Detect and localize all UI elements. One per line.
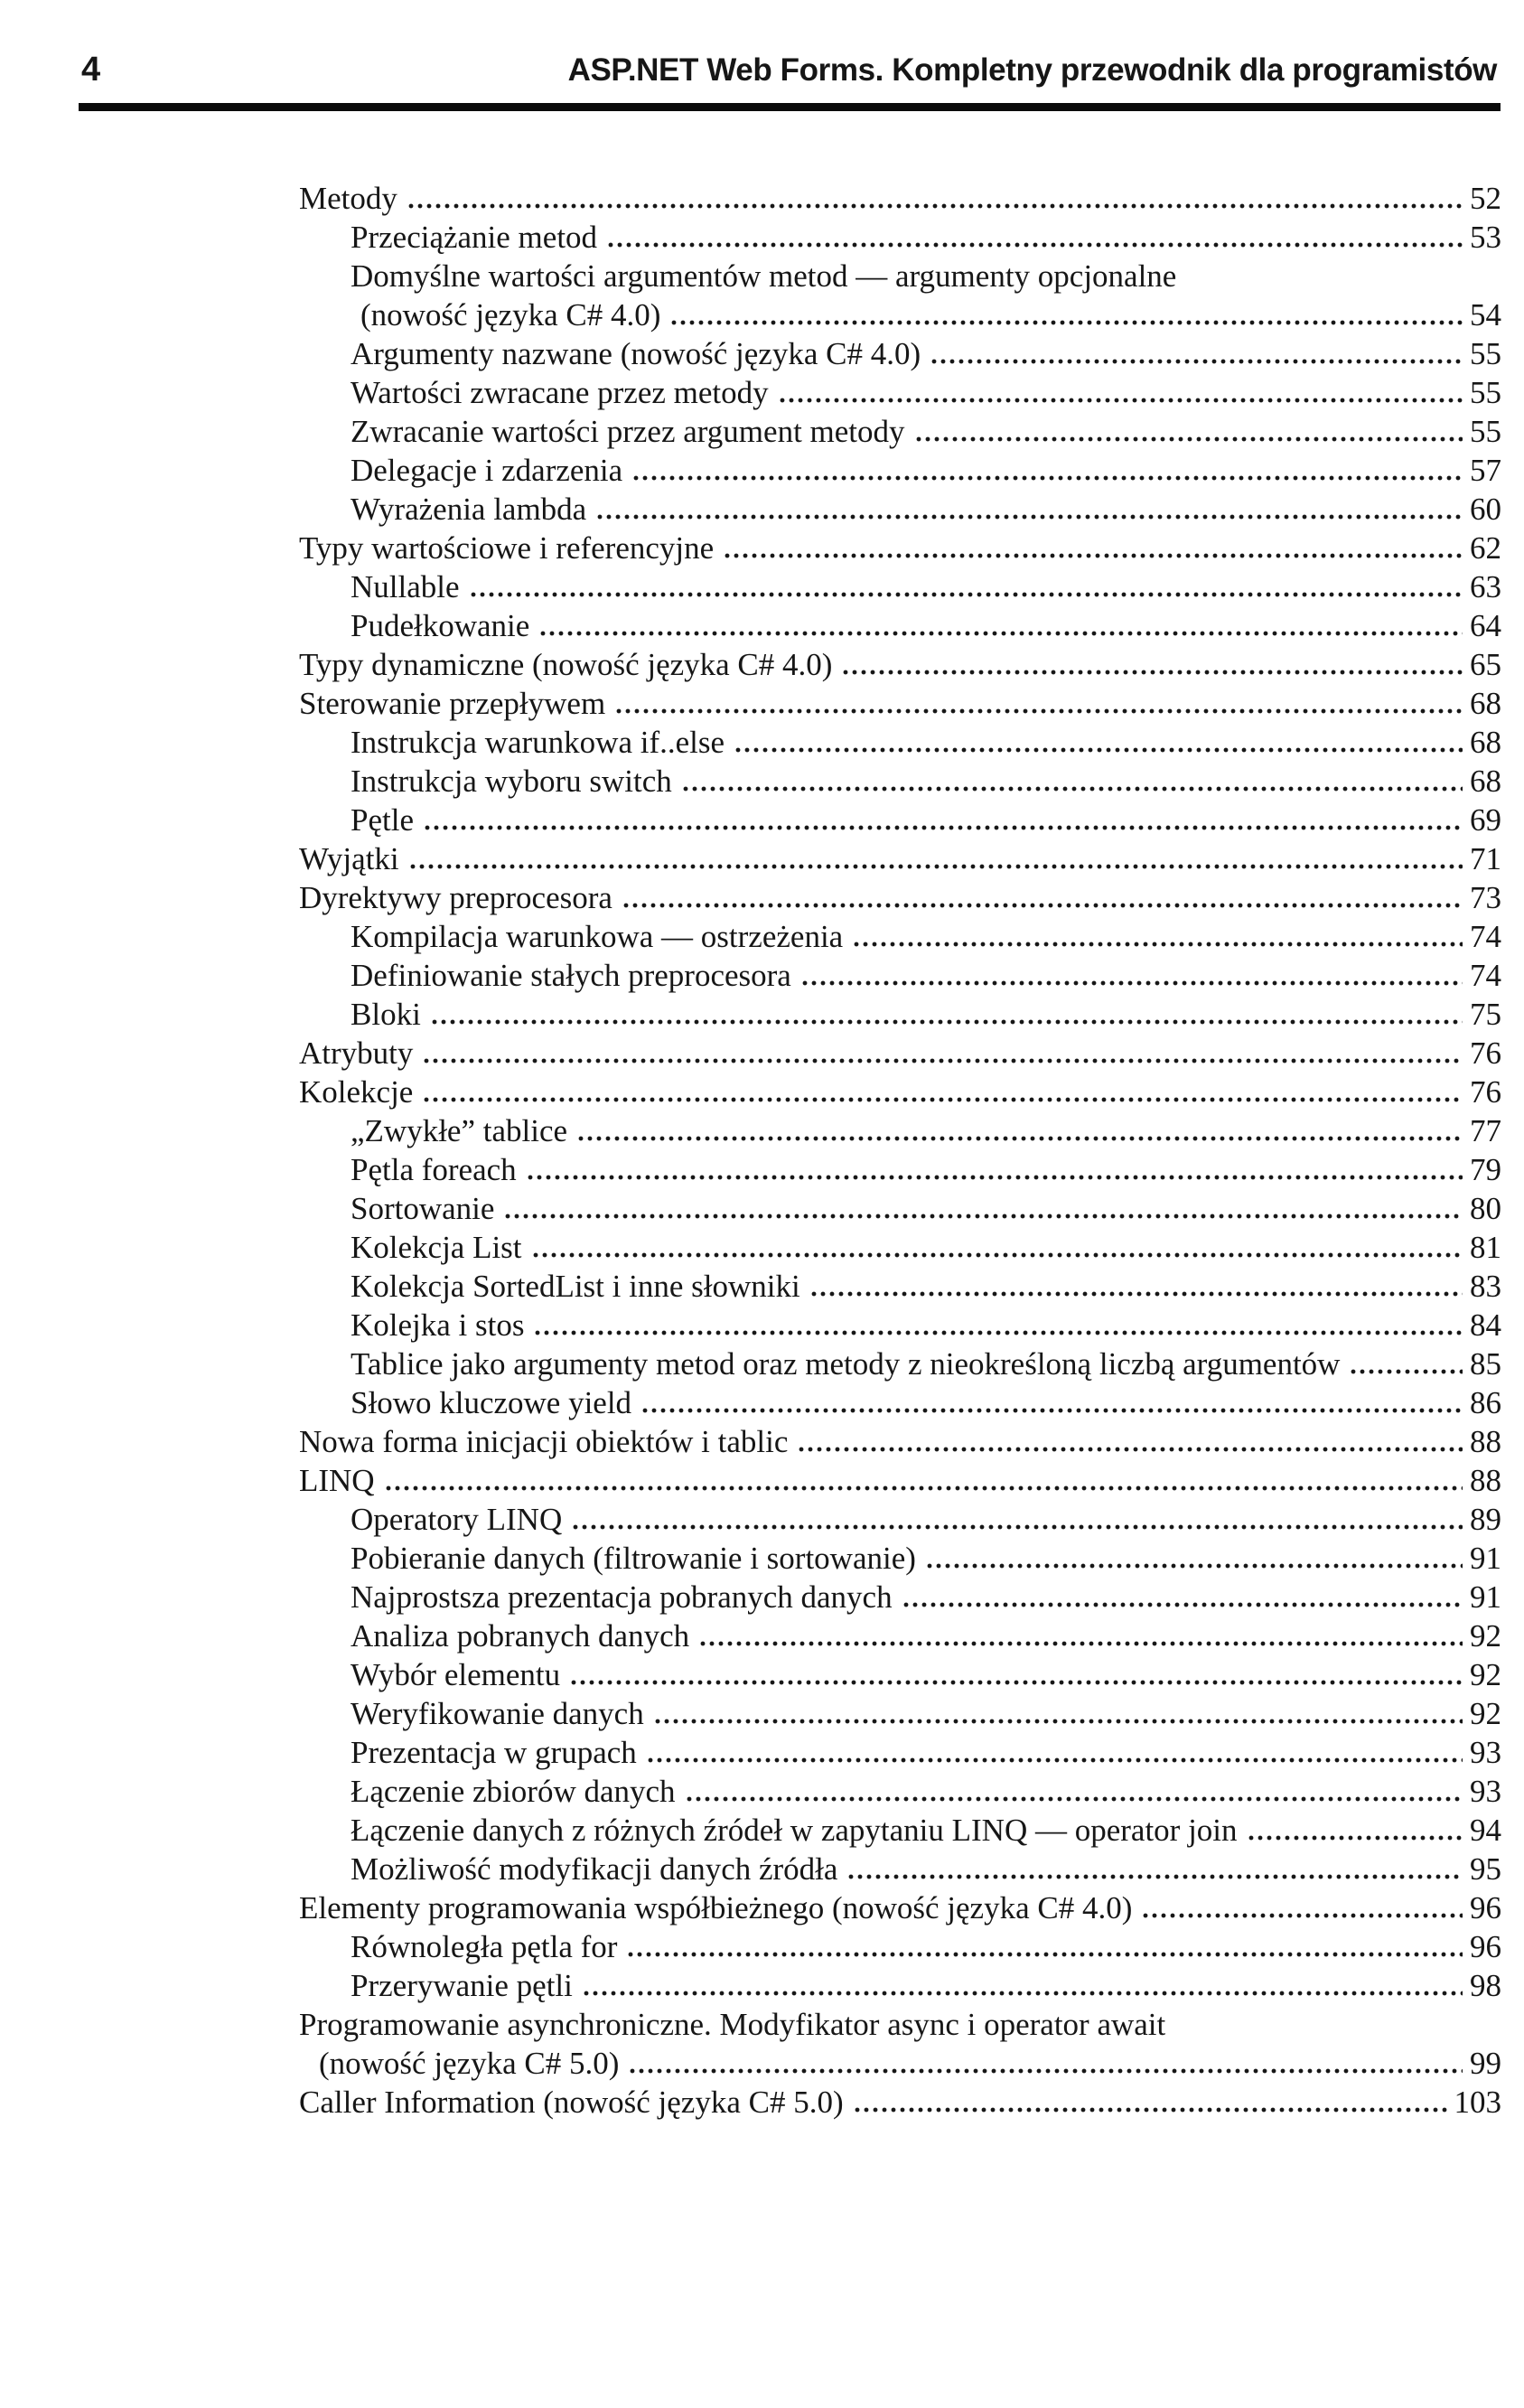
dotted-leader — [853, 2107, 1447, 2113]
toc-row — [299, 762, 1501, 801]
toc-row — [299, 1383, 1501, 1422]
toc-entry-title: Przeciążanie metod — [351, 220, 598, 255]
toc-row — [299, 1850, 1501, 1888]
toc-page-number: 92 — [1470, 1696, 1501, 1731]
dotted-leader — [533, 1330, 1463, 1335]
toc-entry-title: Przerywanie pętli — [351, 1968, 573, 2003]
toc-row — [299, 295, 1501, 334]
toc-row — [299, 801, 1501, 839]
toc-row — [299, 995, 1501, 1034]
toc-entry-title: Programowanie asynchroniczne. Modyfikator async i operator await — [299, 2007, 1166, 2042]
dotted-leader — [614, 708, 1463, 714]
dotted-leader — [841, 670, 1463, 675]
toc-row — [299, 1578, 1501, 1616]
toc-entry-title: Instrukcja warunkowa if..else — [351, 725, 725, 760]
toc-entry-title: „Zwykłe” tablice — [351, 1113, 568, 1148]
toc-page-number: 74 — [1470, 958, 1501, 993]
dotted-leader — [606, 242, 1463, 248]
toc-row — [299, 1500, 1501, 1539]
toc-page-number: 64 — [1470, 608, 1501, 643]
toc-page-number: 71 — [1470, 841, 1501, 876]
toc-page-number: 69 — [1470, 802, 1501, 838]
dotted-leader — [797, 1447, 1463, 1452]
dotted-leader — [582, 1991, 1463, 1996]
toc-row — [299, 917, 1501, 956]
header-rule — [79, 103, 1501, 111]
toc-page-number: 91 — [1470, 1579, 1501, 1615]
toc-row — [299, 1189, 1501, 1228]
toc-page-number: 63 — [1470, 569, 1501, 604]
toc-page-number: 99 — [1470, 2046, 1501, 2081]
toc-row — [299, 839, 1501, 878]
toc-row — [299, 1461, 1501, 1500]
toc-page-number: 80 — [1470, 1191, 1501, 1226]
toc-list — [299, 179, 1501, 2122]
toc-entry-title: Nowa forma inicjacji obiektów i tablic — [299, 1424, 789, 1459]
toc-entry-title: Definiowanie stałych preprocesora — [351, 958, 791, 993]
toc-page-number: 96 — [1470, 1890, 1501, 1925]
toc-entry-title: Weryfikowanie danych — [351, 1696, 644, 1731]
toc-entry-title: Nullable — [351, 569, 460, 604]
toc-row — [299, 1733, 1501, 1772]
toc-page-number: 84 — [1470, 1307, 1501, 1343]
dotted-leader — [526, 1175, 1463, 1180]
toc-row — [299, 1422, 1501, 1461]
toc-row — [299, 1073, 1501, 1111]
toc-entry-title: Kompilacja warunkowa — ostrzeżenia — [351, 919, 844, 954]
toc-row — [299, 1150, 1501, 1189]
toc-entry-title: Dyrektywy preprocesora — [299, 880, 612, 915]
toc-entry-title: Wyrażenia lambda — [351, 492, 587, 527]
dotted-leader — [622, 903, 1463, 908]
toc-entry-title: Wyjątki — [299, 841, 399, 876]
toc-page-number: 68 — [1470, 764, 1501, 799]
toc-row — [299, 878, 1501, 917]
dotted-leader — [595, 514, 1463, 520]
dotted-leader — [1141, 1913, 1463, 1918]
toc-entry-title: Sterowanie przepływem — [299, 686, 606, 721]
toc-row — [299, 179, 1501, 218]
toc-page-number: 52 — [1470, 181, 1501, 216]
dotted-leader — [640, 1408, 1463, 1413]
toc-page-number: 60 — [1470, 492, 1501, 527]
toc-row — [299, 684, 1501, 723]
toc-row — [299, 529, 1501, 567]
dotted-leader — [430, 1019, 1463, 1025]
toc-row — [299, 1228, 1501, 1267]
toc-entry-title: Pobieranie danych (filtrowanie i sortowanie) — [351, 1541, 916, 1576]
toc-row — [299, 1888, 1501, 1927]
toc-row — [299, 567, 1501, 606]
dotted-leader — [698, 1641, 1463, 1646]
toc-page-number: 88 — [1470, 1463, 1501, 1498]
toc-row — [299, 1111, 1501, 1150]
toc-entry-title: Operatory LINQ — [351, 1502, 563, 1537]
toc-entry-title: Argumenty nazwane (nowość języka C# 4.0) — [351, 336, 921, 371]
toc-page-number: 68 — [1470, 725, 1501, 760]
dotted-leader — [809, 1291, 1463, 1297]
toc-entry-title: Kolekcja SortedList i inne słowniki — [351, 1269, 800, 1304]
dotted-leader — [653, 1719, 1463, 1724]
toc-entry-title: Elementy programowania współbieżnego (nowość języka C# 4.0) — [299, 1890, 1133, 1925]
toc-entry-title: Kolekcja List — [351, 1230, 522, 1265]
toc-row — [299, 1345, 1501, 1383]
toc-page-number: 81 — [1470, 1230, 1501, 1265]
toc-page-number: 62 — [1470, 530, 1501, 566]
dotted-leader — [646, 1757, 1463, 1763]
toc-entry-title: Metody — [299, 181, 397, 216]
toc-entry-title: Bloki — [351, 997, 421, 1032]
toc-page-number: 74 — [1470, 919, 1501, 954]
toc-row — [299, 1694, 1501, 1733]
toc-page-number: 89 — [1470, 1502, 1501, 1537]
toc-page-number: 85 — [1470, 1346, 1501, 1382]
toc-row — [299, 723, 1501, 762]
toc-row — [299, 373, 1501, 412]
dotted-leader — [1349, 1369, 1463, 1374]
toc-page-number: 92 — [1470, 1618, 1501, 1654]
dotted-leader — [846, 1874, 1463, 1879]
toc-row — [299, 606, 1501, 645]
toc-entry-title: Atrybuty — [299, 1035, 414, 1071]
toc-page-number: 76 — [1470, 1035, 1501, 1071]
dotted-leader — [531, 1252, 1463, 1258]
dotted-leader — [422, 1058, 1463, 1063]
toc-page-number: 93 — [1470, 1735, 1501, 1770]
dotted-leader — [902, 1602, 1463, 1607]
toc-entry-title: Typy wartościowe i referencyjne — [299, 530, 715, 566]
toc-page-number: 75 — [1470, 997, 1501, 1032]
dotted-leader — [628, 2068, 1463, 2074]
dotted-leader — [407, 203, 1463, 209]
dotted-leader — [914, 436, 1463, 442]
toc-page-number: 57 — [1470, 453, 1501, 488]
dotted-leader — [503, 1213, 1463, 1219]
toc-row — [299, 1539, 1501, 1578]
toc-page-number: 55 — [1470, 336, 1501, 371]
toc-entry-title: Zwracanie wartości przez argument metody — [351, 414, 905, 449]
toc-page-number: 54 — [1470, 297, 1501, 333]
dotted-leader — [423, 825, 1463, 830]
toc-row — [299, 1267, 1501, 1306]
toc-entry-title: Wartości zwracane przez metody — [351, 375, 769, 410]
toc-entry-title: Delegacje i zdarzenia — [351, 453, 623, 488]
toc-page-number: 91 — [1470, 1541, 1501, 1576]
toc-entry-title: Słowo kluczowe yield — [351, 1385, 632, 1420]
toc-row — [299, 1616, 1501, 1655]
toc-page-number: 83 — [1470, 1269, 1501, 1304]
toc-page-number: 76 — [1470, 1074, 1501, 1110]
toc-page-number: 98 — [1470, 1968, 1501, 2003]
toc-page-number: 86 — [1470, 1385, 1501, 1420]
toc-row — [299, 334, 1501, 373]
toc-entry-title: Tablice jako argumenty metod oraz metody z nieokreśloną liczbą argumentów — [351, 1346, 1341, 1382]
toc-row — [299, 412, 1501, 451]
toc-entry-title: Kolejka i stos — [351, 1307, 525, 1343]
toc-entry-title: Analiza pobranych danych — [351, 1618, 690, 1654]
toc-row — [299, 645, 1501, 684]
toc-row — [299, 257, 1501, 295]
toc-entry-title: Równoległa pętla for — [351, 1929, 618, 1964]
page-header — [81, 51, 1497, 89]
toc-entry-title: LINQ — [299, 1463, 375, 1498]
dotted-leader — [571, 1524, 1463, 1530]
toc-row — [299, 1034, 1501, 1073]
toc-entry-title: Sortowanie — [351, 1191, 495, 1226]
dotted-leader — [626, 1952, 1463, 1957]
header-book-title: ASP.NET Web Forms. Kompletny przewodnik dla programistów — [567, 52, 1497, 88]
dotted-leader — [800, 980, 1463, 986]
dotted-leader — [734, 747, 1463, 753]
dotted-leader — [778, 398, 1463, 403]
toc-entry-title: Pudełkowanie — [351, 608, 530, 643]
dotted-leader — [852, 942, 1463, 947]
dotted-leader — [930, 359, 1463, 364]
toc-page-number: 73 — [1470, 880, 1501, 915]
toc-row — [299, 451, 1501, 490]
toc-page-number: 92 — [1470, 1657, 1501, 1692]
toc-page-number: 65 — [1470, 647, 1501, 682]
toc-entry-title: Caller Information (nowość języka C# 5.0) — [299, 2085, 844, 2120]
dotted-leader — [576, 1136, 1463, 1141]
dotted-leader — [538, 631, 1463, 636]
toc-row — [299, 1966, 1501, 2005]
toc-entry-title: Prezentacja w grupach — [351, 1735, 637, 1770]
toc-page-number: 93 — [1470, 1774, 1501, 1809]
toc-row — [299, 2005, 1501, 2044]
toc-entry-title: Łączenie zbiorów danych — [351, 1774, 676, 1809]
toc-page-number: 103 — [1454, 2085, 1501, 2120]
toc-page-number: 94 — [1470, 1813, 1501, 1848]
toc-page-number: 79 — [1470, 1152, 1501, 1187]
toc-row — [299, 956, 1501, 995]
toc-entry-title: Wybór elementu — [351, 1657, 561, 1692]
toc-entry-title: Najprostsza prezentacja pobranych danych — [351, 1579, 893, 1615]
dotted-leader — [681, 786, 1463, 792]
dotted-leader — [422, 1097, 1463, 1102]
toc-entry-title: (nowość języka C# 5.0) — [319, 2046, 620, 2081]
toc-entry-title: (nowość języka C# 4.0) — [360, 297, 661, 333]
toc-row — [299, 490, 1501, 529]
toc-page-number: 95 — [1470, 1851, 1501, 1887]
toc-page-number: 55 — [1470, 375, 1501, 410]
dotted-leader — [685, 1796, 1463, 1802]
dotted-leader — [408, 864, 1463, 869]
header-page-number: 4 — [81, 51, 101, 89]
dotted-leader — [631, 475, 1463, 481]
toc-entry-title: Domyślne wartości argumentów metod — argumenty opcjonalne — [351, 258, 1177, 294]
toc-row — [299, 1927, 1501, 1966]
toc-entry-title: Typy dynamiczne (nowość języka C# 4.0) — [299, 647, 833, 682]
toc-entry-title: Pętla foreach — [351, 1152, 517, 1187]
toc-row — [299, 1306, 1501, 1345]
toc-page-number: 55 — [1470, 414, 1501, 449]
toc-page-number: 53 — [1470, 220, 1501, 255]
toc-row — [299, 1811, 1501, 1850]
toc-entry-title: Łączenie danych z różnych źródeł w zapytaniu LINQ — operator join — [351, 1813, 1238, 1848]
dotted-leader — [925, 1563, 1463, 1569]
dotted-leader — [669, 320, 1463, 325]
toc-page-number: 88 — [1470, 1424, 1501, 1459]
toc-row — [299, 2083, 1501, 2122]
toc-page-number: 68 — [1470, 686, 1501, 721]
dotted-leader — [384, 1485, 1463, 1491]
toc-entry-title: Kolekcje — [299, 1074, 414, 1110]
dotted-leader — [723, 553, 1463, 558]
toc-row — [299, 2044, 1501, 2083]
dotted-leader — [469, 592, 1463, 597]
toc-row — [299, 1655, 1501, 1694]
toc-row — [299, 218, 1501, 257]
dotted-leader — [569, 1680, 1463, 1685]
toc-row — [299, 1772, 1501, 1811]
toc-entry-title: Pętle — [351, 802, 414, 838]
toc-page-number: 77 — [1470, 1113, 1501, 1148]
toc-entry-title: Możliwość modyfikacji danych źródła — [351, 1851, 838, 1887]
toc-entry-title: Instrukcja wyboru switch — [351, 764, 672, 799]
dotted-leader — [1247, 1835, 1463, 1841]
toc-page-number: 96 — [1470, 1929, 1501, 1964]
